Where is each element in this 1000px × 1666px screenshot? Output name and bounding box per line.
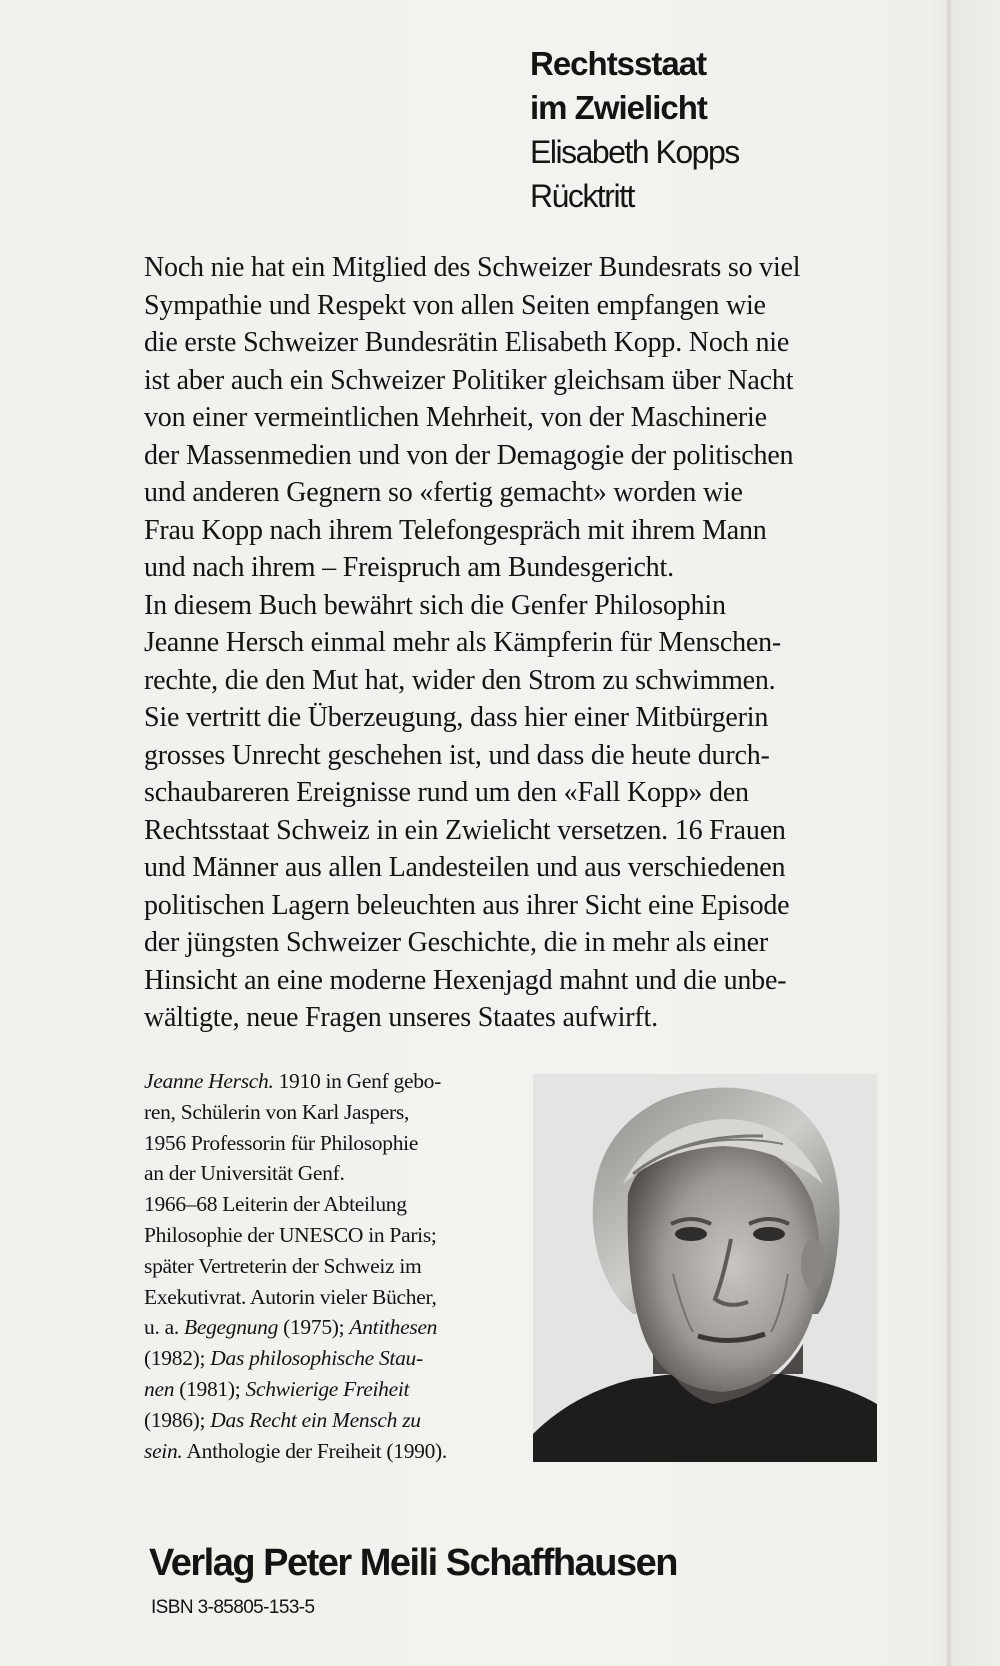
book-ref: sein. [144, 1438, 183, 1463]
book-ref: Schwierige Freiheit [245, 1376, 410, 1401]
book-title-line-1: Rechtsstaat [530, 45, 707, 82]
blurb-line: Jeanne Hersch einmal mehr als Kämpferin für Menschen- [144, 627, 782, 658]
bio-line: nen (1981); Schwierige Freiheit [144, 1376, 410, 1401]
book-title-line-2: im Zwielicht [530, 89, 707, 126]
bio-line: 1956 Professorin für Philosophie [144, 1130, 419, 1155]
publisher-name: Verlag Peter Meili Schaffhausen [149, 1542, 677, 1584]
bio-line: (1982); Das philosophische Stau- [144, 1346, 423, 1371]
blurb-line: Sie vertritt die Überzeugung, dass hier einer Mitbürgerin [144, 702, 769, 733]
author-name: Jeanne Hersch. [144, 1069, 274, 1093]
blurb-line: Noch nie hat ein Mitglied des Schweizer Bundesrats so viel [144, 252, 801, 283]
blurb-line: In diesem Buch bewährt sich die Genfer Philosophin [144, 589, 726, 621]
bio-line: 1966–68 Leiterin der Abteilung [144, 1192, 407, 1217]
blurb-line: politischen Lagern beleuchten aus ihrer Sicht eine Episode [144, 889, 790, 921]
blurb-line: von einer vermeintlichen Mehrheit, von der Maschinerie [144, 402, 767, 433]
blurb-line: und Männer aus allen Landesteilen und aus verschiedenen [144, 852, 786, 883]
blurb-line: die erste Schweizer Bundesrätin Elisabeth Kopp. Noch nie [144, 327, 790, 358]
cover-edge [947, 0, 951, 1666]
book-title-block [530, 42, 739, 218]
author-portrait [533, 1074, 877, 1462]
blurb-line: Hinsicht an eine moderne Hexenjagd mahnt und die unbe- [144, 964, 787, 996]
blurb-line: Frau Kopp nach ihrem Telefongespräch mit ihrem Mann [144, 514, 767, 546]
blurb-line: rechte, die den Mut hat, wider den Strom zu schwimmen. [144, 664, 776, 696]
bio-line: ren, Schülerin von Karl Jaspers, [144, 1099, 410, 1124]
bio-line: sein. Anthologie der Freiheit (1990). [144, 1438, 447, 1463]
book-ref: Begegnung [184, 1315, 279, 1340]
book-subtitle-line-2: Rücktritt [530, 178, 634, 214]
blurb-line: Sympathie und Respekt von allen Seiten empfangen wie [144, 289, 766, 321]
bio-line: u. a. Begegnung (1975); Antithesen [144, 1315, 438, 1340]
bio-line: später Vertreterin der Schweiz im [144, 1253, 422, 1278]
blurb-line: wältigte, neue Fragen unseres Staates aufwirft. [144, 1002, 658, 1033]
bio-line: Jeanne Hersch. 1910 in Genf gebo- [144, 1069, 441, 1093]
author-bio [144, 1066, 524, 1466]
blurb-line: der Massenmedien und von der Demagogie der politischen [144, 439, 794, 471]
book-ref: nen [144, 1376, 175, 1401]
blurb-line: Rechtsstaat Schweiz in ein Zwielicht versetzen. 16 Frauen [144, 814, 786, 846]
book-ref: Das Recht ein Mensch zu [210, 1407, 421, 1432]
blurb-text [144, 249, 844, 1037]
blurb-line: ist aber auch ein Schweizer Politiker gleichsam über Nacht [144, 364, 794, 396]
bio-line: an der Universität Genf. [144, 1161, 345, 1186]
blurb-line: und anderen Gegnern so «fertig gemacht» worden wie [144, 477, 743, 508]
blurb-line: schaubareren Ereignisse rund um den «Fall Kopp» den [144, 777, 749, 808]
isbn: ISBN 3-85805-153-5 [151, 1597, 315, 1618]
blurb-line: grosses Unrecht geschehen ist, und dass die heute durch- [144, 739, 770, 771]
bio-line: Philosophie der UNESCO in Paris; [144, 1222, 437, 1247]
blurb-line: und nach ihrem – Freispruch am Bundesgericht. [144, 552, 674, 583]
bio-line: Exekutivrat. Autorin vieler Bücher, [144, 1284, 437, 1309]
book-subtitle-line-1: Elisabeth Kopps [530, 134, 739, 170]
portrait-photo [533, 1074, 877, 1462]
blurb-line: der jüngsten Schweizer Geschichte, die in mehr als einer [144, 927, 769, 958]
book-ref: Das philosophische Stau- [210, 1346, 423, 1371]
bio-line: (1986); Das Recht ein Mensch zu [144, 1407, 421, 1432]
book-ref: Antithesen [349, 1315, 438, 1340]
